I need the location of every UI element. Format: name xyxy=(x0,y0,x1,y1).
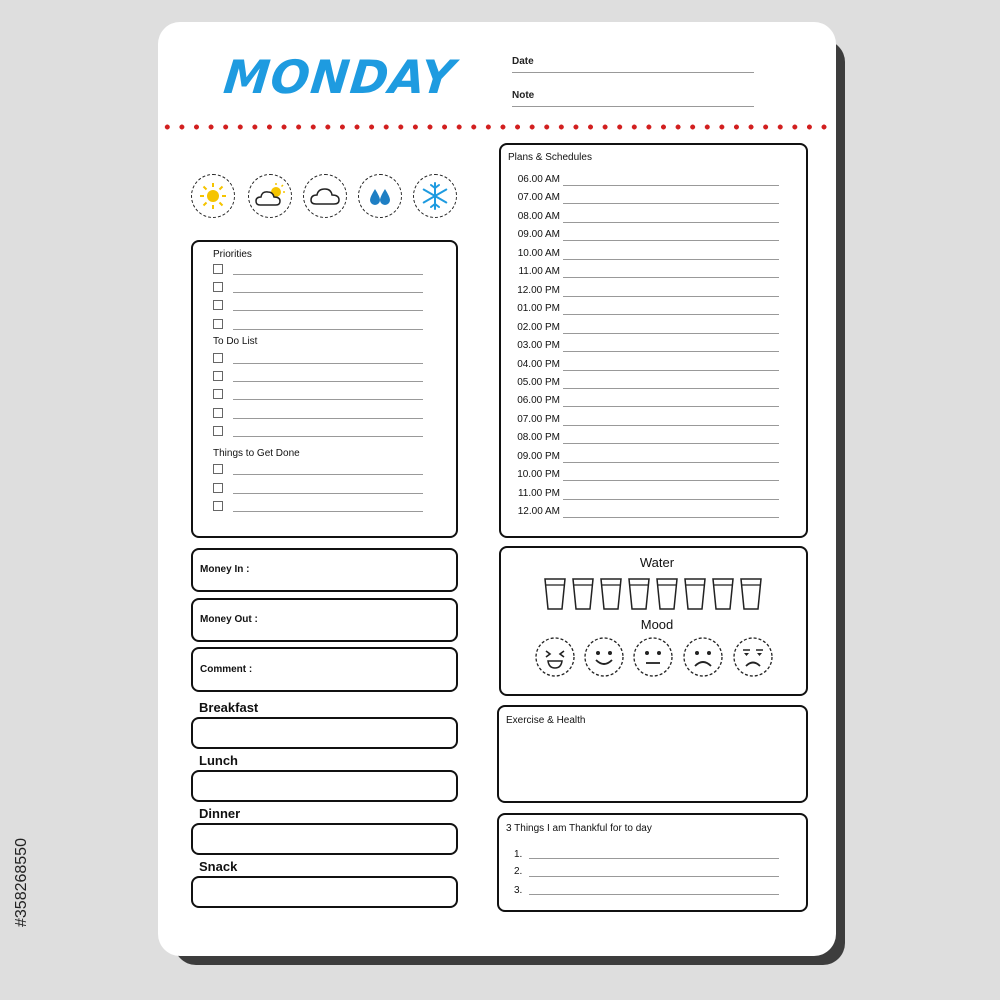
day-title: MONDAY xyxy=(221,50,459,104)
mood-label: Mood xyxy=(640,617,674,632)
cloud-icon[interactable] xyxy=(303,174,347,218)
schedule-line[interactable] xyxy=(563,443,779,444)
thankful-line[interactable] xyxy=(529,876,779,877)
schedule-line[interactable] xyxy=(563,351,779,352)
schedule-title: Plans & Schedules xyxy=(508,152,592,163)
checkbox[interactable] xyxy=(213,353,223,363)
todo-line[interactable] xyxy=(233,363,423,364)
money-out-field[interactable] xyxy=(191,598,458,642)
dotted-divider xyxy=(160,124,836,130)
note-field[interactable] xyxy=(512,106,754,107)
checkbox[interactable] xyxy=(213,319,223,329)
checkbox[interactable] xyxy=(213,264,223,274)
water-glass-icon[interactable] xyxy=(544,578,566,610)
water-label: Water xyxy=(639,555,675,570)
schedule-time: 11.00 AM xyxy=(518,266,560,278)
comment-field[interactable] xyxy=(191,647,458,692)
schedule-line[interactable] xyxy=(563,517,779,518)
thankful-line[interactable] xyxy=(529,894,779,895)
snack-label: Snack xyxy=(199,859,238,874)
exercise-title: Exercise & Health xyxy=(506,715,586,726)
thankful-title: 3 Things I am Thankful for to day xyxy=(506,823,652,834)
schedule-line[interactable] xyxy=(563,203,779,204)
schedule-line[interactable] xyxy=(563,259,779,260)
things-line[interactable] xyxy=(233,474,423,475)
thankful-number: 3. xyxy=(514,885,523,896)
todo-line[interactable] xyxy=(233,381,423,382)
todo-label: To Do List xyxy=(213,336,258,347)
schedule-time: 08.00 PM xyxy=(517,432,560,444)
checkbox[interactable] xyxy=(213,282,223,292)
schedule-time: 12.00 PM xyxy=(517,284,560,296)
schedule-line[interactable] xyxy=(563,462,779,463)
schedule-time: 05.00 PM xyxy=(517,376,560,388)
schedule-time: 06.00 AM xyxy=(517,174,560,185)
priority-line[interactable] xyxy=(233,292,423,293)
smiling-face-icon[interactable] xyxy=(584,637,624,677)
checkbox[interactable] xyxy=(213,408,223,418)
schedule-line[interactable] xyxy=(563,480,779,481)
schedule-time: 01.00 PM xyxy=(517,303,560,315)
priority-line[interactable] xyxy=(233,310,423,311)
dinner-field[interactable] xyxy=(191,823,458,855)
schedule-time: 03.00 PM xyxy=(517,340,560,352)
upset-face-icon[interactable] xyxy=(733,637,773,677)
schedule-line[interactable] xyxy=(563,406,779,407)
water-glass-icon[interactable] xyxy=(600,578,622,610)
thankful-panel xyxy=(497,813,808,912)
date-label: Date xyxy=(512,56,534,67)
schedule-time: 12.00 AM xyxy=(517,506,560,518)
schedule-time: 06.00 PM xyxy=(517,395,560,407)
todo-line[interactable] xyxy=(233,418,423,419)
date-field[interactable] xyxy=(512,72,754,73)
checkbox[interactable] xyxy=(213,426,223,436)
water-glass-icon[interactable] xyxy=(712,578,734,610)
water-glass-icon[interactable] xyxy=(628,578,650,610)
checkbox[interactable] xyxy=(213,501,223,511)
money-out-label: Money Out : xyxy=(200,614,258,625)
schedule-time: 02.00 PM xyxy=(517,321,560,333)
schedule-line[interactable] xyxy=(563,185,779,186)
schedule-time: 11.00 PM xyxy=(517,487,560,499)
schedule-time: 07.00 AM xyxy=(517,192,560,204)
schedule-line[interactable] xyxy=(563,240,779,241)
lunch-field[interactable] xyxy=(191,770,458,802)
water-glass-icon[interactable] xyxy=(684,578,706,610)
stock-id: #358268550 xyxy=(13,838,30,927)
todo-line[interactable] xyxy=(233,436,423,437)
sad-face-icon[interactable] xyxy=(683,637,723,677)
schedule-time: 04.00 PM xyxy=(517,358,560,370)
schedule-time: 10.00 AM xyxy=(517,247,560,259)
thankful-number: 1. xyxy=(514,849,523,860)
schedule-line[interactable] xyxy=(563,296,779,297)
rain-drops-icon[interactable] xyxy=(358,174,402,218)
laughing-face-icon[interactable] xyxy=(535,637,575,677)
schedule-line[interactable] xyxy=(563,222,779,223)
schedule-time: 08.00 AM xyxy=(517,210,560,222)
priorities-label: Priorities xyxy=(213,249,252,260)
neutral-face-icon[interactable] xyxy=(633,637,673,677)
schedule-line[interactable] xyxy=(563,314,779,315)
money-in-label: Money In : xyxy=(200,564,250,575)
schedule-line[interactable] xyxy=(563,425,779,426)
schedule-time: 09.00 AM xyxy=(517,229,560,241)
checkbox[interactable] xyxy=(213,389,223,399)
schedule-line[interactable] xyxy=(563,499,779,500)
snack-field[interactable] xyxy=(191,876,458,908)
schedule-time: 09.00 PM xyxy=(517,450,560,462)
todo-line[interactable] xyxy=(233,399,423,400)
schedule-line[interactable] xyxy=(563,333,779,334)
checkbox[interactable] xyxy=(213,464,223,474)
snowflake-icon[interactable] xyxy=(413,174,457,218)
water-glass-icon[interactable] xyxy=(740,578,762,610)
checkbox[interactable] xyxy=(213,300,223,310)
thankful-number: 2. xyxy=(514,866,523,877)
comment-label: Comment : xyxy=(200,664,253,675)
schedule-time: 10.00 PM xyxy=(517,469,560,481)
lunch-label: Lunch xyxy=(199,753,238,768)
note-label: Note xyxy=(512,90,535,101)
thankful-line[interactable] xyxy=(529,858,779,859)
money-in-field[interactable] xyxy=(191,548,458,592)
schedule-time: 07.00 PM xyxy=(517,413,560,425)
sun-icon[interactable] xyxy=(191,174,235,218)
water-glass-icon[interactable] xyxy=(572,578,594,610)
schedule-line[interactable] xyxy=(563,277,779,278)
checkbox[interactable] xyxy=(213,483,223,493)
things-line[interactable] xyxy=(233,511,423,512)
exercise-panel[interactable] xyxy=(497,705,808,803)
breakfast-label: Breakfast xyxy=(199,700,259,715)
water-glass-icon[interactable] xyxy=(656,578,678,610)
schedule-line[interactable] xyxy=(563,388,779,389)
priority-line[interactable] xyxy=(233,274,423,275)
priority-line[interactable] xyxy=(233,329,423,330)
things-label: Things to Get Done xyxy=(213,448,300,459)
checkbox[interactable] xyxy=(213,371,223,381)
dinner-label: Dinner xyxy=(199,806,241,821)
things-line[interactable] xyxy=(233,493,423,494)
partly-cloudy-icon[interactable] xyxy=(248,174,292,218)
breakfast-field[interactable] xyxy=(191,717,458,749)
schedule-line[interactable] xyxy=(563,370,779,371)
